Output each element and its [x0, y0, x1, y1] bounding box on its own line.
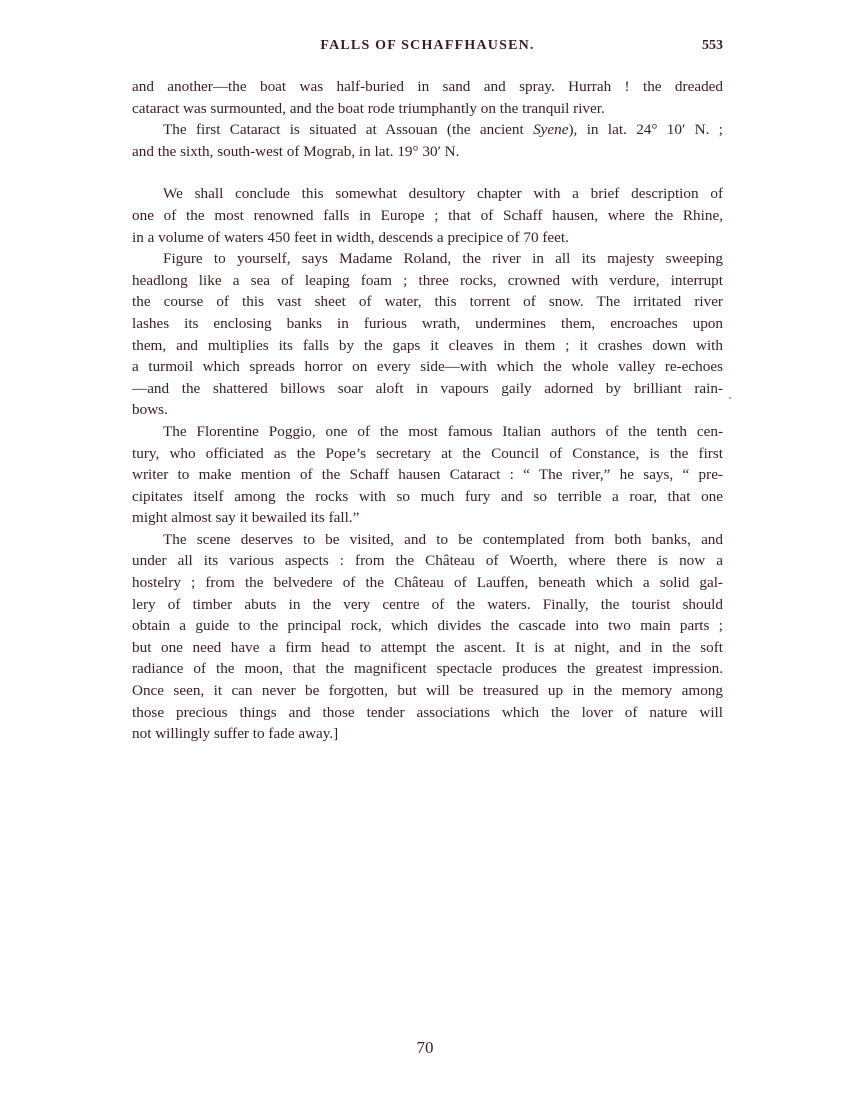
text-line: Figure to yourself, says Madame Roland, the river in all its majesty sweeping	[163, 250, 723, 268]
running-title: FALLS OF SCHAFFHAUSEN.	[320, 38, 535, 53]
text-segment: ), in lat. 24° 10′ N. ;	[568, 121, 723, 139]
text-line: not willingly suffer to fade away.]	[132, 725, 339, 743]
text-line: tury, who officiated as the Pope’s secretary at the Council of Constance, is the first	[132, 444, 723, 462]
text-line: lery of timber abuts in the very centre of the waters. Finally, the tourist should	[132, 595, 723, 613]
text-line: The Florentine Poggio, one of the most famous Italian authors of the tenth cen-	[163, 422, 723, 440]
running-head	[132, 38, 723, 58]
paragraph-poggio	[132, 421, 723, 529]
text-line: headlong like a sea of leaping foam ; three rocks, crowned with verdure, interrupt	[132, 271, 723, 289]
text-line: one of the most renowned falls in Europe ; that of Schaff hausen, where the Rhine,	[132, 206, 723, 224]
ink-speck	[729, 397, 731, 399]
text-line: but one need have a firm head to attempt the ascent. It is at night, and in the soft	[132, 638, 723, 656]
text-line: lashes its enclosing banks in furious wrath, undermines them, encroaches upon	[132, 314, 723, 332]
text-line: writer to make mention of the Schaff hausen Cataract : “ The river,” he says, “ pre-	[132, 466, 723, 484]
body-text	[132, 76, 723, 745]
text-line: under all its various aspects : from the Château of Woerth, where there is now a	[132, 552, 723, 570]
italic-place-name: Syene	[533, 121, 569, 139]
page-number: 553	[702, 38, 723, 53]
text-segment: The first Cataract is situated at Assouan (the ancient	[163, 121, 534, 139]
paragraph-boat-continuation	[132, 76, 723, 119]
text-line: the course of this vast sheet of water, this torrent of snow. The irritated river	[132, 293, 723, 311]
text-line	[132, 119, 723, 141]
text-line: —and the shattered billows soar aloft in vapours gaily adorned by brilliant rain-	[132, 379, 723, 397]
paragraph-schaffhausen-intro	[132, 183, 723, 248]
text-line: cataract was surmounted, and the boat rode triumphantly on the tranquil river.	[132, 99, 605, 117]
paragraph-cataract-locations	[132, 119, 723, 162]
text-line: a turmoil which spreads horror on every side—with which the whole valley re-echoes	[132, 358, 723, 376]
text-line: bows.	[132, 401, 168, 419]
text-line: hostelry ; from the belvedere of the Château of Lauffen, beneath which a solid gal-	[132, 574, 723, 592]
text-line: them, and multiplies its falls by the gaps it cleaves in them ; it crashes down with	[132, 336, 723, 354]
text-line: and another—the boat was half-buried in sand and spray. Hurrah ! the dreaded	[132, 78, 723, 95]
text-line: The scene deserves to be visited, and to be contemplated from both banks, and	[163, 530, 723, 548]
text-line: and the sixth, south-west of Mograb, in lat. 19° 30′ N.	[132, 142, 460, 160]
text-line: We shall conclude this somewhat desultory chapter with a brief description of	[163, 185, 723, 203]
signature-number: 70	[416, 1038, 434, 1057]
text-line: might almost say it bewailed its fall.”	[132, 509, 360, 527]
paragraph-madame-roland	[132, 248, 723, 421]
paragraph-scene-visit	[132, 529, 723, 745]
text-line: radiance of the moon, that the magnificent spectacle produces the greatest impression.	[132, 660, 723, 678]
text-line: in a volume of waters 450 feet in width, descends a precipice of 70 feet.	[132, 228, 569, 246]
text-line: Once seen, it can never be forgotten, but will be treasured up in the memory among	[132, 682, 723, 700]
text-line: cipitates itself among the rocks with so much fury and so terrible a roar, that one	[132, 487, 723, 505]
text-line: obtain a guide to the principal rock, which divides the cascade into two main parts ;	[132, 617, 723, 635]
text-line: those precious things and those tender associations which the lover of nature will	[132, 703, 723, 721]
